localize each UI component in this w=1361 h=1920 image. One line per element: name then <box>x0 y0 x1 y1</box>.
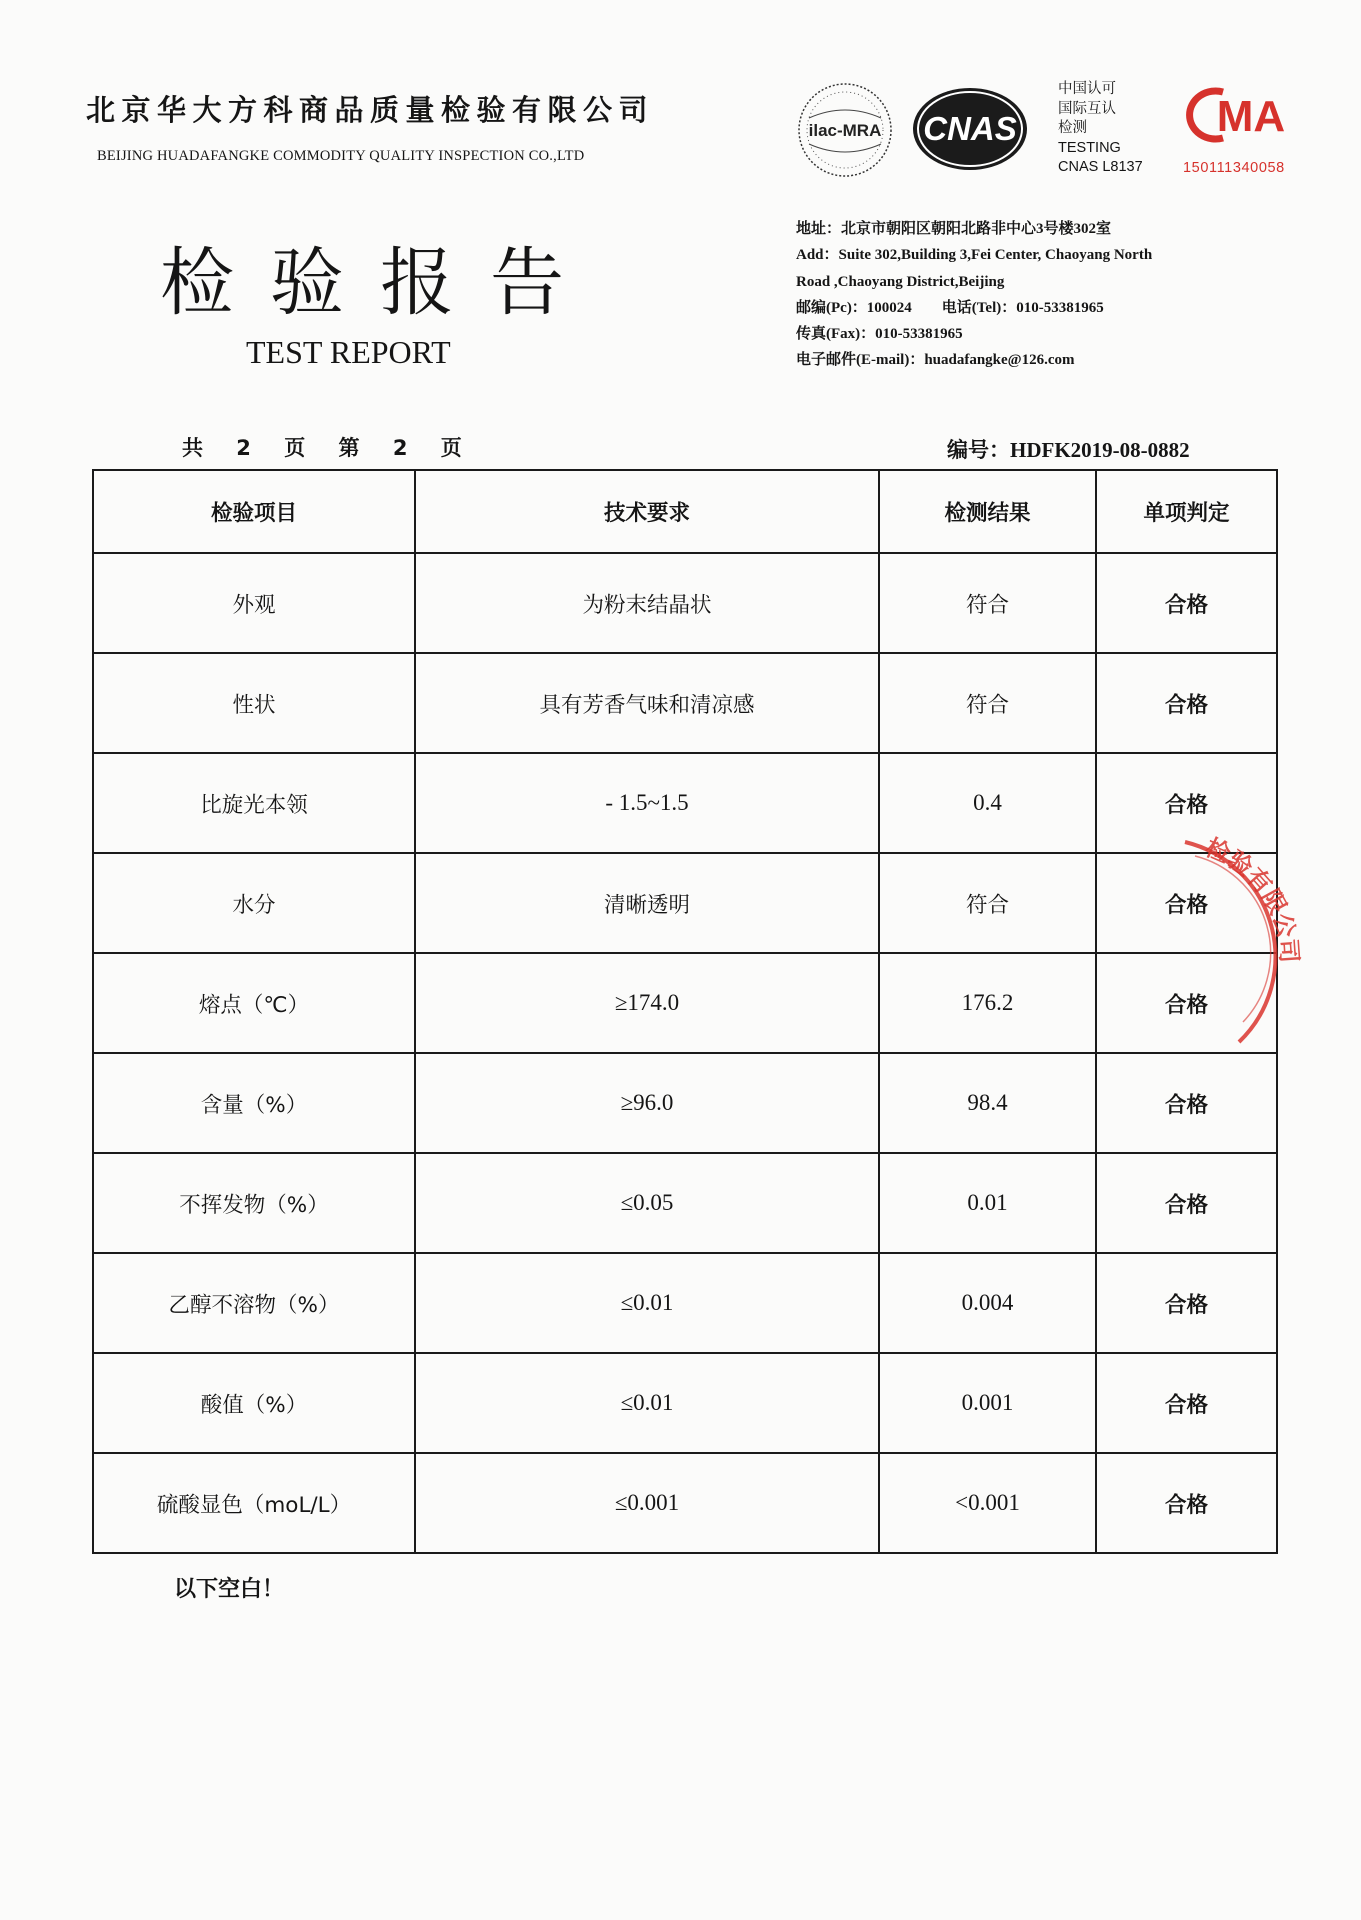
result-cell: 符合 <box>879 853 1096 953</box>
cnas-logo <box>911 86 1029 172</box>
column-header: 技术要求 <box>415 470 879 553</box>
table-row <box>93 1453 1277 1553</box>
table-row <box>93 1153 1277 1253</box>
result-cell: 符合 <box>879 553 1096 653</box>
column-header: 检测结果 <box>879 470 1096 553</box>
verdict-cell: 合格 <box>1096 1153 1277 1253</box>
result-cell: 0.01 <box>879 1153 1096 1253</box>
cnas-caption-line: CNAS L8137 <box>1058 159 1143 175</box>
requirement-cell: ≥96.0 <box>415 1053 879 1153</box>
result-cell: 0.4 <box>879 753 1096 853</box>
requirement-cell: - 1.5~1.5 <box>415 753 879 853</box>
item-cell: 性状 <box>93 653 415 753</box>
item-cell: 硫酸显色（moL/L） <box>93 1453 415 1553</box>
table-row <box>93 853 1277 953</box>
requirement-cell: 为粉末结晶状 <box>415 553 879 653</box>
ilac-mra-logo <box>795 80 895 180</box>
table-row <box>93 1053 1277 1153</box>
postcode-phone: 邮编(Pc)：100024 电话(Tel)：010-53381965 <box>796 299 1104 316</box>
verdict-cell: 合格 <box>1096 1353 1277 1453</box>
item-cell: 含量（%） <box>93 1053 415 1153</box>
cnas-caption <box>1058 80 1143 178</box>
results-table <box>92 469 1278 1554</box>
requirement-cell: ≤0.001 <box>415 1453 879 1553</box>
item-cell: 外观 <box>93 553 415 653</box>
cnas-text: CNAS <box>923 110 1017 147</box>
item-cell: 不挥发物（%） <box>93 1153 415 1253</box>
verdict-cell: 合格 <box>1096 1453 1277 1553</box>
item-cell: 水分 <box>93 853 415 953</box>
verdict-cell: 合格 <box>1096 1253 1277 1353</box>
cnas-caption-line: 中国认可 <box>1058 81 1116 97</box>
verdict-cell: 合格 <box>1096 653 1277 753</box>
result-cell: 符合 <box>879 653 1096 753</box>
result-cell: 0.001 <box>879 1353 1096 1453</box>
cma-number: 150111340058 <box>1183 160 1285 176</box>
column-header: 单项判定 <box>1096 470 1277 553</box>
blank-below-note: 以下空白！ <box>174 1577 285 1602</box>
company-name-en: BEIJING HUADAFANGKE COMMODITY QUALITY INSPECTION CO.,LTD <box>97 148 585 164</box>
requirement-cell: 清晰透明 <box>415 853 879 953</box>
fax: 传真(Fax)：010-53381965 <box>796 326 963 343</box>
table-row <box>93 1253 1277 1353</box>
table-row <box>93 653 1277 753</box>
cma-logo <box>1183 86 1295 144</box>
seal-text: 检验有限公司 <box>1201 833 1304 964</box>
ilac-text: ilac-MRA <box>808 121 882 140</box>
requirement-cell: ≤0.01 <box>415 1253 879 1353</box>
requirement-cell: ≥174.0 <box>415 953 879 1053</box>
table-row <box>93 953 1277 1053</box>
table-row <box>93 753 1277 853</box>
address-en-line2: Road ,Chaoyang District,Beijing <box>796 273 1005 290</box>
address-en-line1: Add：Suite 302,Building 3,Fei Center, Chaoyang North <box>796 247 1153 264</box>
item-cell: 乙醇不溶物（%） <box>93 1253 415 1353</box>
requirement-cell: 具有芳香气味和清凉感 <box>415 653 879 753</box>
item-cell: 酸值（%） <box>93 1353 415 1453</box>
cnas-caption-line: 国际互认 <box>1058 100 1116 117</box>
table-row <box>93 1353 1277 1453</box>
item-cell: 比旋光本领 <box>93 753 415 853</box>
verdict-cell: 合格 <box>1096 753 1277 853</box>
result-cell: <0.001 <box>879 1453 1096 1553</box>
report-number: 编号：HDFK2019-08-0882 <box>947 438 1190 462</box>
report-title-cn: 检验报告 <box>160 240 600 326</box>
company-name-cn: 北京华大方科商品质量检验有限公司 <box>86 93 655 127</box>
cnas-caption-line: TESTING <box>1058 139 1121 156</box>
verdict-cell: 合格 <box>1096 853 1277 953</box>
cma-text: MA <box>1216 92 1286 141</box>
table-row <box>93 553 1277 653</box>
result-cell: 98.4 <box>879 1053 1096 1153</box>
cnas-caption-line: 检测 <box>1058 120 1087 136</box>
page-info: 共 2 页 第 2 页 <box>182 436 475 460</box>
column-header: 检验项目 <box>93 470 415 553</box>
item-cell: 熔点（℃） <box>93 953 415 1053</box>
result-cell: 176.2 <box>879 953 1096 1053</box>
result-cell: 0.004 <box>879 1253 1096 1353</box>
requirement-cell: ≤0.05 <box>415 1153 879 1253</box>
email: 电子邮件(E-mail)：huadafangke@126.com <box>796 352 1075 369</box>
address-cn: 地址：北京市朝阳区朝阳北路非中心3号楼302室 <box>796 221 1112 237</box>
contact-block <box>796 216 1152 374</box>
verdict-cell: 合格 <box>1096 553 1277 653</box>
table-header-row <box>93 470 1277 553</box>
report-title-en: TEST REPORT <box>246 334 451 370</box>
verdict-cell: 合格 <box>1096 953 1277 1053</box>
requirement-cell: ≤0.01 <box>415 1353 879 1453</box>
verdict-cell: 合格 <box>1096 1053 1277 1153</box>
